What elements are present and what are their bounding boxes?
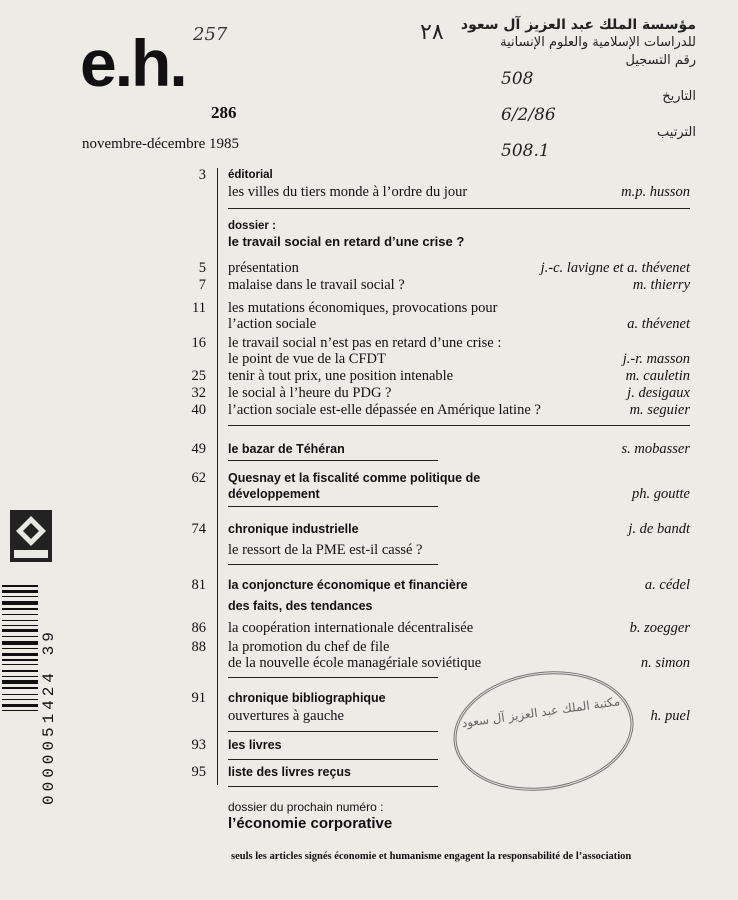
library-seal-text: مكتبة الملك عبد العزيز آل سعود <box>460 694 621 731</box>
toc-divider <box>228 460 438 461</box>
barcode-bar <box>2 620 38 621</box>
handwritten-number: 257 <box>193 24 228 45</box>
toc-title: le ressort de la PME est-il cassé ? <box>228 542 423 558</box>
library-seal <box>446 660 642 802</box>
barcode-bar <box>2 676 38 677</box>
toc-page: 74 <box>191 521 206 537</box>
toc-section-label: éditorial <box>228 169 273 181</box>
toc-section-label: des faits, des tendances <box>228 599 373 613</box>
barcode-bar <box>2 664 38 665</box>
toc-title-line-2: l’action sociale <box>228 316 317 332</box>
toc-author: m. thierry <box>632 277 690 293</box>
toc-title: l’action sociale est-elle dépassée en Amérique latine ? <box>228 402 541 418</box>
journal-logo: e.h. <box>80 26 186 100</box>
toc-page: 5 <box>198 260 206 276</box>
toc-page: 11 <box>192 300 206 316</box>
toc-title: liste des livres reçus <box>228 765 351 779</box>
barcode-bar <box>2 648 38 649</box>
toc-title: les villes du tiers monde à l’ordre du jour <box>228 184 468 200</box>
toc-page: 16 <box>191 335 206 351</box>
toc-page: 93 <box>191 737 206 753</box>
barcode-bar <box>2 641 38 645</box>
toc-page: 81 <box>191 577 206 593</box>
toc-title: Quesnay et la fiscalité comme politique de <box>228 471 481 485</box>
toc-author: j.-r. masson <box>622 351 690 367</box>
barcode-bar <box>2 625 38 626</box>
toc-page: 88 <box>191 639 206 655</box>
archive-hand-2: 6/2/86 <box>501 105 556 125</box>
toc-divider <box>228 208 690 209</box>
toc-author: j. desigaux <box>627 385 690 401</box>
barcode-digits <box>40 580 58 810</box>
barcode-bar <box>2 629 38 632</box>
toc-author: h. puel <box>650 708 690 724</box>
toc-title: présentation <box>228 260 299 276</box>
toc-section-label: chronique industrielle <box>228 522 359 536</box>
barcode-bar <box>2 636 38 637</box>
archive-stamp-line-3: رقم التسجيل <box>625 53 696 68</box>
toc-title: le travail social n’est pas en retard d’une crise : <box>228 335 502 351</box>
toc-author: ph. goutte <box>632 486 690 502</box>
archive-hand-1: 508 <box>501 69 534 89</box>
barcode-bar <box>2 608 38 610</box>
toc-section-label: dossier : <box>228 220 276 232</box>
barcode-bar <box>2 704 38 707</box>
toc-title: ouvertures à gauche <box>228 708 344 724</box>
toc-page: 91 <box>191 690 206 706</box>
toc-title: la conjoncture économique et financière <box>228 578 468 592</box>
toc-page: 62 <box>191 470 206 486</box>
toc-page: 3 <box>198 167 206 183</box>
barcode-digits-text: 0000051424 39 <box>40 628 58 805</box>
toc-author: j. de bandt <box>628 521 690 537</box>
barcode-bar <box>2 699 38 700</box>
toc-author: m. seguier <box>629 402 690 418</box>
toc-divider <box>228 677 438 678</box>
archive-stamp-line-1: مؤسسة الملك عبد العزيز آل سعود <box>460 17 696 33</box>
issue-date: novembre-décembre 1985 <box>82 136 240 152</box>
barcode-bar <box>2 710 38 711</box>
toc-author: j.-c. lavigne et a. thévenet <box>540 260 690 276</box>
toc-vertical-rule <box>217 168 218 785</box>
toc-title: tenir à tout prix, une position intenable <box>228 368 454 384</box>
issue-number: 286 <box>211 103 237 122</box>
toc-author: a. thévenet <box>627 316 690 332</box>
barcode-bar <box>2 596 38 597</box>
toc-title: malaise dans le travail social ? <box>228 277 405 293</box>
toc-title: les mutations économiques, provocations pour <box>228 300 498 316</box>
barcode-bar <box>2 670 38 672</box>
toc-author: n. simon <box>640 655 690 671</box>
toc-divider <box>228 425 690 426</box>
archive-stamp-line-4: التاريخ <box>662 89 696 104</box>
toc-divider <box>228 506 438 507</box>
barcode-bar <box>2 680 38 684</box>
toc-page: 49 <box>191 441 206 457</box>
toc-title: le social à l’heure du PDG ? <box>228 385 392 401</box>
toc-author: m.p. husson <box>621 184 690 200</box>
toc-dossier-title: le travail social en retard d’une crise ? <box>228 234 465 249</box>
archive-hand-3: 508.1 <box>501 141 550 161</box>
toc-author: a. cédel <box>644 577 690 593</box>
footer-note: seuls les articles signés économie et humanisme engagent la responsabilité de l’association <box>231 851 632 862</box>
barcode-bar <box>2 590 38 593</box>
toc-title: la promotion du chef de file <box>228 639 390 655</box>
toc-title: le bazar de Téhéran <box>228 442 345 456</box>
toc-author: s. mobasser <box>621 441 690 457</box>
archive-stamp-line-5: الترتيب <box>657 125 696 140</box>
barcode-bar <box>2 659 38 661</box>
toc-page: 7 <box>198 277 206 293</box>
library-emblem <box>10 510 52 562</box>
toc-section-label: chronique bibliographique <box>228 691 386 705</box>
toc-author: m. cauletin <box>625 368 690 384</box>
archive-page-number: ٢٨ <box>420 20 444 45</box>
toc-page: 32 <box>191 385 206 401</box>
toc-title-line-2: de la nouvelle école managériale soviétique <box>228 655 482 671</box>
emblem-icon <box>10 510 52 562</box>
barcode-bar <box>2 653 38 656</box>
toc-page: 25 <box>191 368 206 384</box>
toc-page: 95 <box>191 764 206 780</box>
archive-stamp <box>420 16 696 161</box>
toc-author: b. zoegger <box>629 620 690 636</box>
barcode-bar <box>2 614 38 615</box>
barcode-bar <box>2 694 38 695</box>
barcode-bar <box>2 687 38 689</box>
toc-title: les livres <box>228 738 282 752</box>
barcode-bar <box>2 585 38 587</box>
toc-divider <box>228 564 438 565</box>
barcode-bar <box>2 601 38 605</box>
toc-page: 86 <box>191 620 206 636</box>
next-issue-label: dossier du prochain numéro : <box>228 800 384 814</box>
toc-title-line-2: développement <box>228 487 320 501</box>
toc-page: 40 <box>191 402 206 418</box>
barcode <box>0 585 40 805</box>
toc-divider <box>228 731 438 732</box>
toc-divider <box>228 759 438 760</box>
toc-title: la coopération internationale décentralisée <box>228 620 474 636</box>
next-issue-title: l’économie corporative <box>228 815 393 832</box>
toc-divider <box>228 786 438 787</box>
archive-stamp-line-2: للدراسات الإسلامية والعلوم الإنسانية <box>500 35 696 50</box>
toc-title-line-2: le point de vue de la CFDT <box>228 351 386 367</box>
